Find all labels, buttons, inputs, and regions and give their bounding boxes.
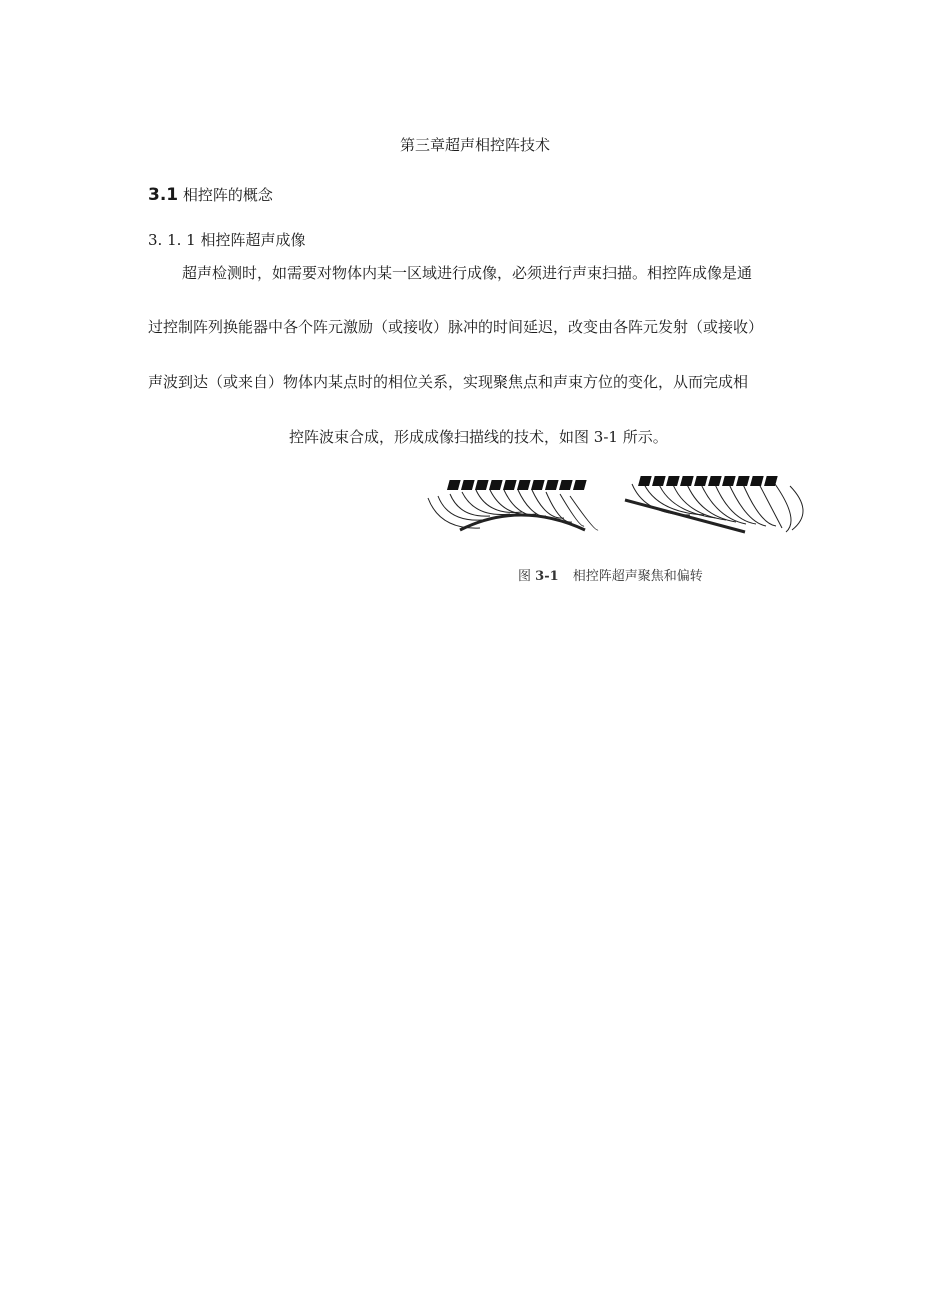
figure-caption [518, 565, 703, 584]
figure-caption-prefix: 图 [518, 569, 532, 584]
section-title: 相控阵的概念 [182, 186, 273, 204]
paragraph-line-3: 声波到达（或来自）物体内某点时的相位关系，实现聚焦点和声束方位的变化，从而完成相 [148, 373, 749, 391]
chapter-title: 第三章超声相控阵技术 [399, 136, 550, 154]
paragraph-line-2: 过控制阵列换能器中各个阵元激励（或接收）脉冲的时间延迟，改变由各阵元发射（或接收） [148, 318, 764, 336]
section-number: 3.1 [148, 185, 179, 205]
paragraph-line-1 [148, 264, 808, 283]
paragraph-line-4: 控阵波束合成，形成成像扫描线的技术，如图 3-1 所示。 [289, 428, 668, 446]
section-heading [148, 184, 273, 205]
steering-diagram [625, 476, 803, 532]
phased-array-figure [420, 460, 815, 540]
subsection-heading: 3. 1. 1 相控阵超声成像 [148, 231, 306, 249]
focusing-diagram [428, 480, 598, 530]
paragraph-text-1: 超声检测时，如需要对物体内某一区域进行成像，必须进行声束扫描。相控阵成像是通 [182, 264, 753, 282]
figure-number: 3-1 [535, 569, 559, 584]
figure-caption-text: 相控阵超声聚焦和偏转 [572, 569, 703, 584]
